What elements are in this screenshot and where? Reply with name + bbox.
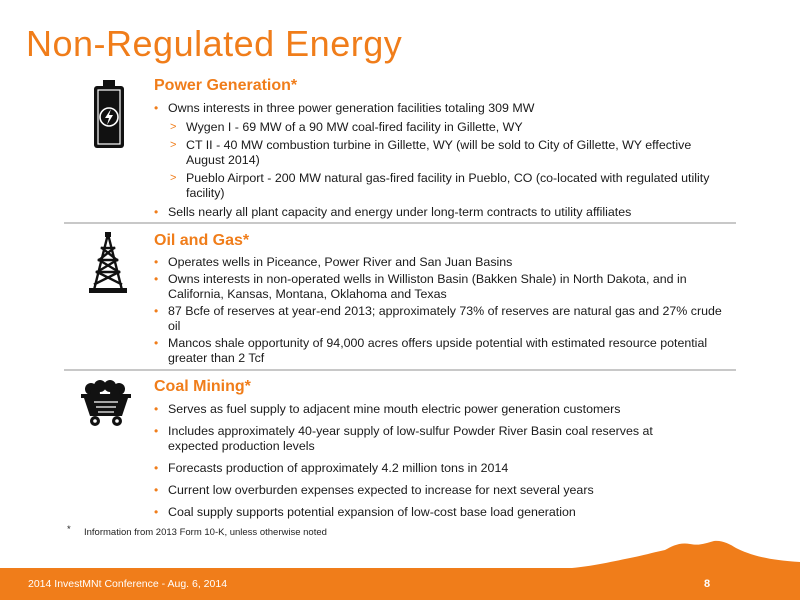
oil-and-gas-list <box>152 255 732 366</box>
section-divider <box>64 222 736 224</box>
page-number: 8 <box>704 578 711 590</box>
list-item: • Coal supply supports potential expansion of low-cost base load generation <box>154 505 576 519</box>
battery-lightning-icon <box>92 80 126 155</box>
list-item: • Sells nearly all plant capacity and energy under long-term contracts to utility affiliates <box>154 205 632 219</box>
section-heading-coal-mining: Coal Mining* <box>154 378 251 395</box>
footnote-text: Information from 2013 Form 10-K, unless otherwise noted <box>84 527 327 538</box>
list-item: • Serves as fuel supply to adjacent mine mouth electric power generation customers <box>154 402 621 416</box>
list-item: > Wygen I - 69 MW of a 90 MW coal-fired facility in Gillette, WY <box>170 120 523 134</box>
section-heading-oil-and-gas: Oil and Gas* <box>154 232 250 249</box>
list-item: • Operates wells in Piceance, Power River and San Juan Basins <box>154 255 513 269</box>
footer-conference-text: 2014 InvestMNt Conference - Aug. 6, 2014 <box>28 578 228 590</box>
page-title: Non-Regulated Energy <box>26 23 403 64</box>
footnote-marker: * <box>67 524 71 535</box>
list-item: • Owns interests in non-operated wells in Williston Basin (Bakken Shale) in North Dakota, and in California, Kansas, Montana, Oklahoma and Texas <box>154 272 687 301</box>
power-generation-list <box>152 101 732 220</box>
coal-mining-list <box>152 402 732 520</box>
section-divider <box>64 369 736 371</box>
list-item: • Owns interests in three power generation facilities totaling 309 MW <box>154 101 535 115</box>
list-item: • Current low overburden expenses expected to increase for next several years <box>154 483 594 497</box>
mountain-graphic <box>0 540 800 570</box>
section-heading-power-generation: Power Generation* <box>154 77 298 94</box>
oil-derrick-icon <box>88 232 128 299</box>
list-item: • Forecasts production of approximately 4.2 million tons in 2014 <box>154 461 509 475</box>
list-item: • Includes approximately 40-year supply of low-sulfur Powder River Basin coal reserves at expected production levels <box>154 424 653 453</box>
list-item: > Pueblo Airport - 200 MW natural gas-fired facility in Pueblo, CO (co-located with regulated utility facility) <box>170 171 710 200</box>
list-item: • 87 Bcfe of reserves at year-end 2013; approximately 73% of reserves are natural gas and 27% crude oil <box>154 304 722 333</box>
mine-cart-icon <box>80 380 132 433</box>
list-item: > CT II - 40 MW combustion turbine in Gillette, WY (will be sold to City of Gillette, WY effective August 2014) <box>170 138 692 167</box>
list-item: • Mancos shale opportunity of 94,000 acres offers upside potential with estimated resource potential greater than 2 Tcf <box>154 336 708 365</box>
